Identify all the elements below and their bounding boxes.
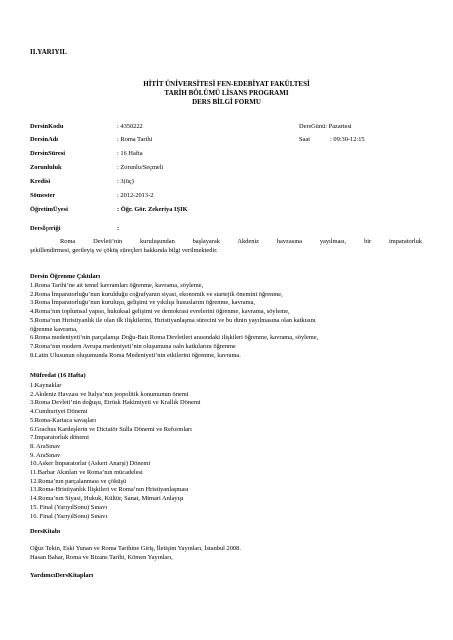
- list-item: 2.Roma İmparatorluğu’nun kurulduğu coğrafyanın siyasi, ekonomik ve startejik önemini öğrenme,: [30, 290, 283, 298]
- content-colon: :: [117, 225, 120, 232]
- list-item: 13.Roma-Hristiyanlık İlişkileri ve Roma’nın Hristiyanlaşması: [30, 486, 189, 494]
- list-item: 15. Final (YarıyılSonu) Sınavı: [30, 503, 108, 511]
- curriculum-list: [30, 382, 201, 521]
- outcomes-heading: Dersin Öğrenme Çıktıları: [30, 273, 101, 280]
- list-item: 2.Akdeniz Havzası ve İtalya’nın jeopolitik konumunun önemi: [30, 390, 189, 398]
- list-item: 16. Final (YarıyılSonu) Sınavı: [30, 512, 108, 520]
- semester-heading: II.YARIYIL: [30, 48, 67, 56]
- list-item: 6.Roma medeniyeti’nin parçalanışı Doğu-Batı Roma Devletleri arasındaki ilişkileri öğrenme, kavrama, söyleme,: [30, 334, 319, 342]
- list-item: 12.Roma’nın parçalanması ve çöküşü: [30, 477, 127, 485]
- list-item: 4.Roma’nın toplumsal yapısı, hukuksal gelişimi ve demokrasi evrelerini öğrenme, kavrama, söyleme,: [30, 308, 290, 316]
- content-text-line2: şekillendirmesi, gerileyiş ve çöküş süreçleri hakkında bilgi verilmektedir.: [30, 247, 218, 254]
- list-item: 11.Barbar Akınları ve Roma’nın mücadelesi: [30, 469, 143, 477]
- requirement-value: : Zorunlu/Seçmeli: [117, 164, 164, 171]
- semester-value: : 2012-2013-2: [117, 192, 154, 199]
- list-item: 8. AraSınav: [30, 442, 61, 450]
- course-day: DersGünü: Pazartesi: [299, 123, 352, 130]
- list-item: 14.Roma’nın Siyasi, Hukuk, Kültür, Sanat, Mimari Anlayışı: [30, 495, 184, 503]
- list-item: 4.Cumhuriyet Dönemi: [30, 408, 88, 416]
- university-title: HİTİT ÜNİVERSİTESİ FEN-EDEBİYAT FAKÜLTESİ: [143, 80, 310, 88]
- list-item: 7.Roma’nın modern Avrupa medeniyeti’nin oluşumuna oaln katkılarını öğrenme: [30, 342, 236, 350]
- list-item: öğrenme kavrama,: [30, 325, 78, 333]
- content-text-line1: Roma Devleti’nin kuruluşundan başlayarak Akdeniz havzasına yayılması, bir imparatorluk: [60, 238, 422, 245]
- list-item: 1.Kaynaklar: [30, 382, 62, 389]
- list-item: 3.Roma İmparatorluğu’nun kuruluşu, gelişimi ve yıkılışı hususlarını öğrenme, kavrama,: [30, 299, 256, 307]
- course-duration-value: : 16 Hafta: [117, 150, 143, 157]
- textbook-line2: Hasan Bahar, Roma ve Bizans Tarihi, Kömen Yayınları,: [30, 554, 173, 561]
- course-code-label: DersinKodu: [30, 123, 64, 130]
- curriculum-heading: Müfredat (16 Hafta): [30, 372, 86, 379]
- credit-value: : 3(üç): [117, 178, 134, 185]
- content-label: Dersİçeriği: [30, 225, 61, 232]
- course-duration-label: DersinSüresi: [30, 150, 66, 157]
- course-time-label: Saat: [299, 136, 311, 143]
- supplementary-books-heading: YardımcıDersKitapları: [30, 572, 94, 579]
- course-name-label: DersinAdı: [30, 136, 59, 143]
- program-title: TARİH BÖLÜMÜ LİSANS PROGRAMI: [164, 89, 289, 97]
- list-item: 6.Grachus Kardeşlerin ve Dictatör Sulla Dönemi ve Reformları: [30, 425, 192, 433]
- credit-label: Kredisi: [30, 178, 51, 185]
- list-item: 7.İmparatorluk dönemi: [30, 434, 89, 442]
- course-name-value: : Roma Tarihi: [117, 136, 153, 143]
- list-item: 3.Roma Devleti’nin doğuşu, Etrüsk Hakimiyeti ve Krallık Dönemi: [30, 399, 201, 407]
- course-code-value: : 4350222: [117, 123, 143, 130]
- course-time-value: : 09:30-12:15: [330, 136, 365, 143]
- form-title: DERS BİLGİ FORMU: [192, 98, 261, 106]
- textbook-heading: DersKitabı: [30, 528, 61, 535]
- list-item: 1.Roma Tarihi’ne ait temel kavramları öğrenme, kavrama, söyleme,: [30, 282, 204, 289]
- outcomes-list: [30, 282, 318, 360]
- instructor-value: : Öğr. Gör. Zekeriya IŞIK: [117, 206, 188, 213]
- list-item: 9. AraSınav: [30, 451, 61, 459]
- instructor-label: ÖğretimÜyesi: [30, 206, 68, 213]
- list-item: 8.Latin Ulusunun oluşumunda Roma Medeniyeti’nin etkilerini öğrenme, kavrama.: [30, 351, 241, 359]
- list-item: 5.Roma-Kartaca savaşları: [30, 416, 97, 424]
- semester-label: Sömester: [30, 192, 56, 199]
- requirement-label: Zorunluluk: [30, 164, 62, 171]
- list-item: 5.Roma’nın Hıristiyanlık ile olan ilk ilişkilerini, Hıristiyanlaşma sürecini ve bu dinin yayılmasına olan katkısını: [30, 316, 316, 324]
- textbook-line1: Oğuz Tekin, Eski Yunan ve Roma Tarihine Giriş, İletişim Yayınları, İstanbul 2008.: [30, 545, 241, 552]
- list-item: 10.Asker İmparatorlar (Askeri Anarşi) Dönemi: [30, 460, 151, 468]
